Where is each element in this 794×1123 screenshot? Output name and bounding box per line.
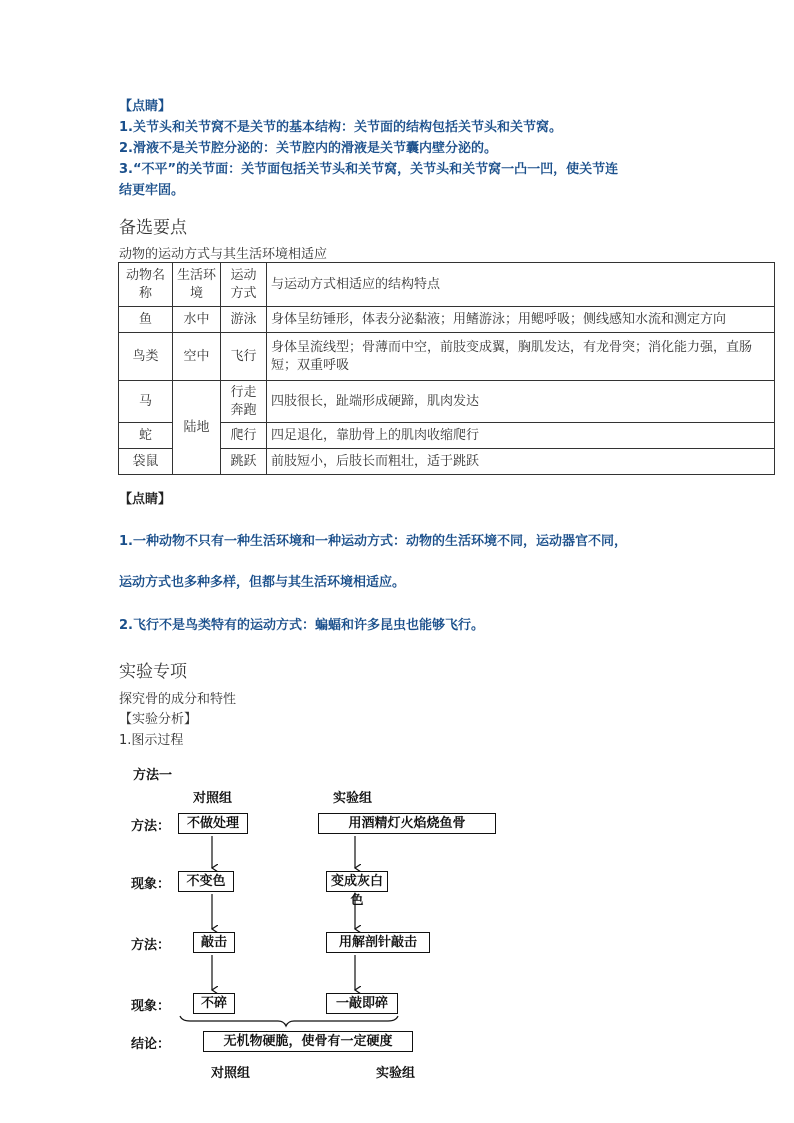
table-cell: 鸟类 <box>119 333 173 381</box>
tip-line: 3.“不平”的关节面：关节面包括关节头和关节窝，关节头和关节窝一凸一凹，使关节连 <box>119 162 619 177</box>
control-step-box: 敲击 <box>193 932 235 953</box>
row-label: 现象： <box>131 877 171 892</box>
table-cell: 爬行 <box>221 423 267 449</box>
table-row <box>119 307 775 333</box>
experiment-step-box: 变成灰白色 <box>326 871 388 892</box>
table-row <box>119 381 775 423</box>
table-cell: 袋鼠 <box>119 449 173 475</box>
section-title: 备选要点 <box>119 218 187 238</box>
bottom-experiment-label: 实验组 <box>376 1066 416 1081</box>
control-step-box: 不变色 <box>178 871 234 892</box>
experiment-group-label: 实验组 <box>333 791 373 806</box>
table-cell: 四肢很长，趾端形成硬蹄，肌肉发达 <box>267 381 775 423</box>
section-subtitle: 探究骨的成分和特性 <box>119 692 237 707</box>
control-group-label: 对照组 <box>193 791 233 806</box>
tip-line: 2.滑液不是关节腔分泌的：关节腔内的滑液是关节囊内壁分泌的。 <box>119 141 497 156</box>
tip-heading: 【点睛】 <box>119 492 172 507</box>
section-title: 实验专项 <box>119 662 187 682</box>
conclusion-box: 无机物硬脆，使骨有一定硬度 <box>203 1031 413 1052</box>
control-step-box: 不做处理 <box>178 813 248 834</box>
step-label: 1.图示过程 <box>119 733 184 748</box>
tip-line: 1.关节头和关节窝不是关节的基本结构：关节面的结构包括关节头和关节窝。 <box>119 120 562 135</box>
row-label: 方法： <box>131 819 171 834</box>
row-label: 结论： <box>131 1037 171 1052</box>
table-cell: 四足退化，靠肋骨上的肌肉收缩爬行 <box>267 423 775 449</box>
tip-heading: 【点睛】 <box>119 99 172 114</box>
experiment-step-box: 一敲即碎 <box>326 993 398 1014</box>
tip-line: 1.一种动物不只有一种生活环境和一种运动方式：动物的生活环境不同，运动器官不同， <box>119 534 627 549</box>
row-label: 方法： <box>131 938 171 953</box>
table-cell: 行走奔跑 <box>221 381 267 423</box>
table-cell: 游泳 <box>221 307 267 333</box>
table-header-row <box>119 263 775 307</box>
control-step-box: 不碎 <box>193 993 235 1014</box>
table-cell: 马 <box>119 381 173 423</box>
table-cell: 跳跃 <box>221 449 267 475</box>
table-cell: 水中 <box>173 307 221 333</box>
experiment-step-box: 用酒精灯火焰烧鱼骨 <box>318 813 496 834</box>
table-cell: 前肢短小，后肢长而粗壮，适于跳跃 <box>267 449 775 475</box>
analysis-heading: 【实验分析】 <box>119 712 198 727</box>
row-label: 现象： <box>131 999 171 1014</box>
brace <box>180 1016 398 1026</box>
header-cell: 运动方式 <box>221 263 267 307</box>
table-cell: 鱼 <box>119 307 173 333</box>
tip-line: 2.飞行不是鸟类特有的运动方式：蝙蝠和许多昆虫也能够飞行。 <box>119 618 484 633</box>
header-cell: 生活环境 <box>173 263 221 307</box>
table-cell: 飞行 <box>221 333 267 381</box>
table-row <box>119 333 775 381</box>
tip-line: 结更牢固。 <box>119 183 185 198</box>
table-cell: 身体呈纺锤形，体表分泌黏液；用鳍游泳；用鳃呼吸；侧线感知水流和测定方向 <box>267 307 775 333</box>
section-subtitle: 动物的运动方式与其生活环境相适应 <box>119 247 328 262</box>
experiment-step-box: 用解剖针敲击 <box>326 932 430 953</box>
table-cell: 陆地 <box>173 381 221 475</box>
table-cell: 蛇 <box>119 423 173 449</box>
header-cell: 与运动方式相适应的结构特点 <box>267 263 775 307</box>
bottom-control-label: 对照组 <box>211 1066 251 1081</box>
table-cell: 身体呈流线型；骨薄而中空，前肢变成翼，胸肌发达，有龙骨突；消化能力强，直肠短；双重呼吸 <box>267 333 775 381</box>
animal-table <box>118 262 775 475</box>
method-title: 方法一 <box>133 768 173 783</box>
table-cell: 空中 <box>173 333 221 381</box>
header-cell: 动物名称 <box>119 263 173 307</box>
tip-line: 运动方式也多种多样，但都与其生活环境相适应。 <box>119 575 406 590</box>
